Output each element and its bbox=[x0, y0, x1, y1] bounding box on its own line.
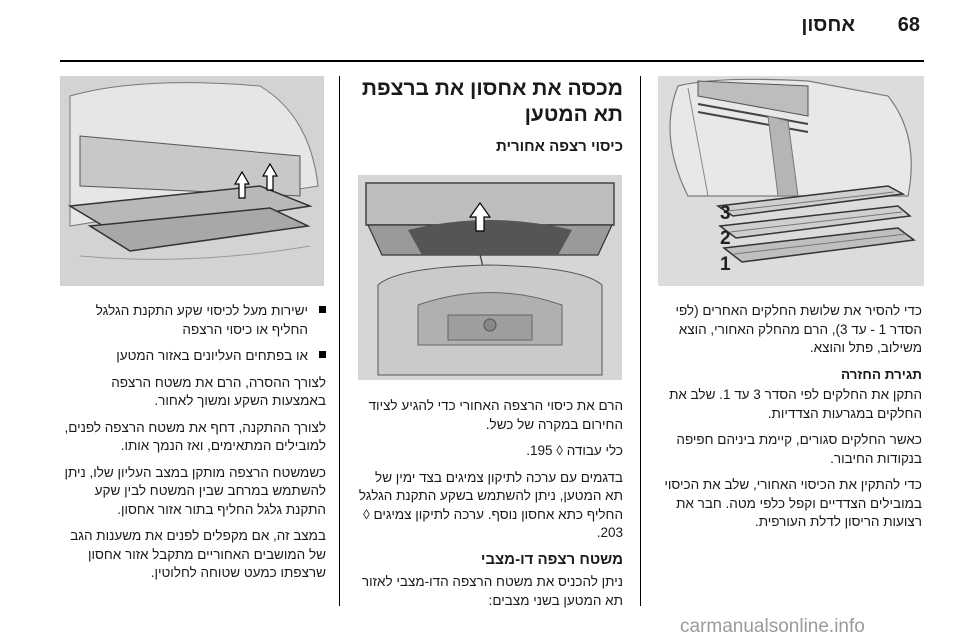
install-paragraph-3: כדי להתקין את הכיסוי האחורי, שלב את הכיסוי במובילים הצדדיים וקפל כלפי מטה. חבר את רצועות הריסון לדלת העורפית. bbox=[664, 477, 922, 529]
bullet-text-1: ישירות מעל לכיסוי שקע התקנת הגלגל החליף או כיסוי הרצפה bbox=[95, 303, 308, 337]
bullet-item-1 bbox=[56, 302, 326, 339]
section-title: מכסה את אחסון את ברצפת תא המטען bbox=[361, 77, 623, 126]
bullet-item-2 bbox=[56, 347, 326, 366]
upper-position-paragraph: כשמשטח הרצפה מותקן במצב העליון שלו, ניתן להשתמש במרחב שבין המשטח לבין שקע התקנת גלגל החליף בתור אזור אחסון. bbox=[64, 464, 326, 517]
flat-floor-paragraph: במצב זה, אם מקפלים לפנים את משענות הגב של המושבים האחוריים מתקבל אזור אחסון שרצפתו כמעט שטוחה לחלוטין. bbox=[70, 528, 326, 580]
rear-floor-cover-figure bbox=[358, 175, 622, 380]
two-position-floor-heading: משטח רצפה דו-מצבי bbox=[480, 550, 623, 568]
subsection-title: כיסוי רצפה אחורית bbox=[496, 138, 623, 155]
bullet-square-icon bbox=[319, 351, 326, 358]
panel-label-3: 3 bbox=[720, 203, 731, 224]
two-position-floor-paragraph: ניתן להכניס את משטח הרצפה הדו-מצבי לאזור תא המטען בשני מצבים: bbox=[361, 574, 623, 608]
intro-paragraph: כדי להסיר את שלושת החלקים האחרים (לפי הסדר 1 - עד 3), הרם מהחלק האחורי, הוצא משילוב, פתל והוצא. bbox=[675, 303, 922, 355]
floor-panel-positions-figure bbox=[60, 76, 324, 286]
bullet-square-icon bbox=[319, 306, 326, 313]
page-header-title: אחסון bbox=[801, 14, 855, 36]
floor-cover-panels-figure bbox=[658, 76, 924, 286]
repair-kit-paragraph: בדגמים עם ערכה לתיקון צמיגים בצד ימין של תא המטען, ניתן להשתמש בשקע התקנת הגלגל החליף כתא אחסון נוסף. ערכה לתיקון צמיגים ◊ 203. bbox=[358, 469, 623, 540]
column-divider-left bbox=[339, 76, 340, 606]
middle-column-text bbox=[355, 397, 623, 618]
panel-label-1: 1 bbox=[720, 254, 731, 275]
installation-paragraph: לצורך ההתקנה, דחף את משטח הרצפה לפנים, למובילים המתאימים, ואז הנמך אותו. bbox=[64, 419, 326, 453]
watermark: carmanualsonline.info bbox=[680, 616, 865, 637]
right-column-text bbox=[650, 302, 922, 540]
column-divider-right bbox=[640, 76, 641, 606]
rear-cover-paragraph: הרם את כיסוי הרצפה האחורי כדי להגיע לציוד החירום במקרה של כשל. bbox=[368, 398, 623, 432]
tools-reference: כלי עבודה ◊ 195. bbox=[526, 443, 623, 458]
removal-paragraph: לצורך ההסרה, הרם את משטח הרצפה באמצעות השקע ומשוך לאחור. bbox=[111, 374, 326, 408]
page-number: 68 bbox=[897, 14, 920, 36]
bullet-text-2: או בפתחים העליונים באזור המטען bbox=[116, 348, 308, 363]
panel-label-2: 2 bbox=[720, 228, 731, 249]
install-heading: תגירת החזרה bbox=[840, 366, 922, 382]
install-paragraph-2: כאשר החלקים סגורים, קיימת ביניהם חפיפה בנקודות החיבור. bbox=[676, 432, 922, 466]
install-paragraph-1: התקן את החלקים לפי הסדר 3 עד 1. שלב את החלקים במגרעות הצדדיות. bbox=[669, 387, 922, 421]
middle-column-heading bbox=[355, 76, 623, 161]
header-rule bbox=[60, 60, 924, 62]
left-column-text bbox=[56, 302, 326, 591]
